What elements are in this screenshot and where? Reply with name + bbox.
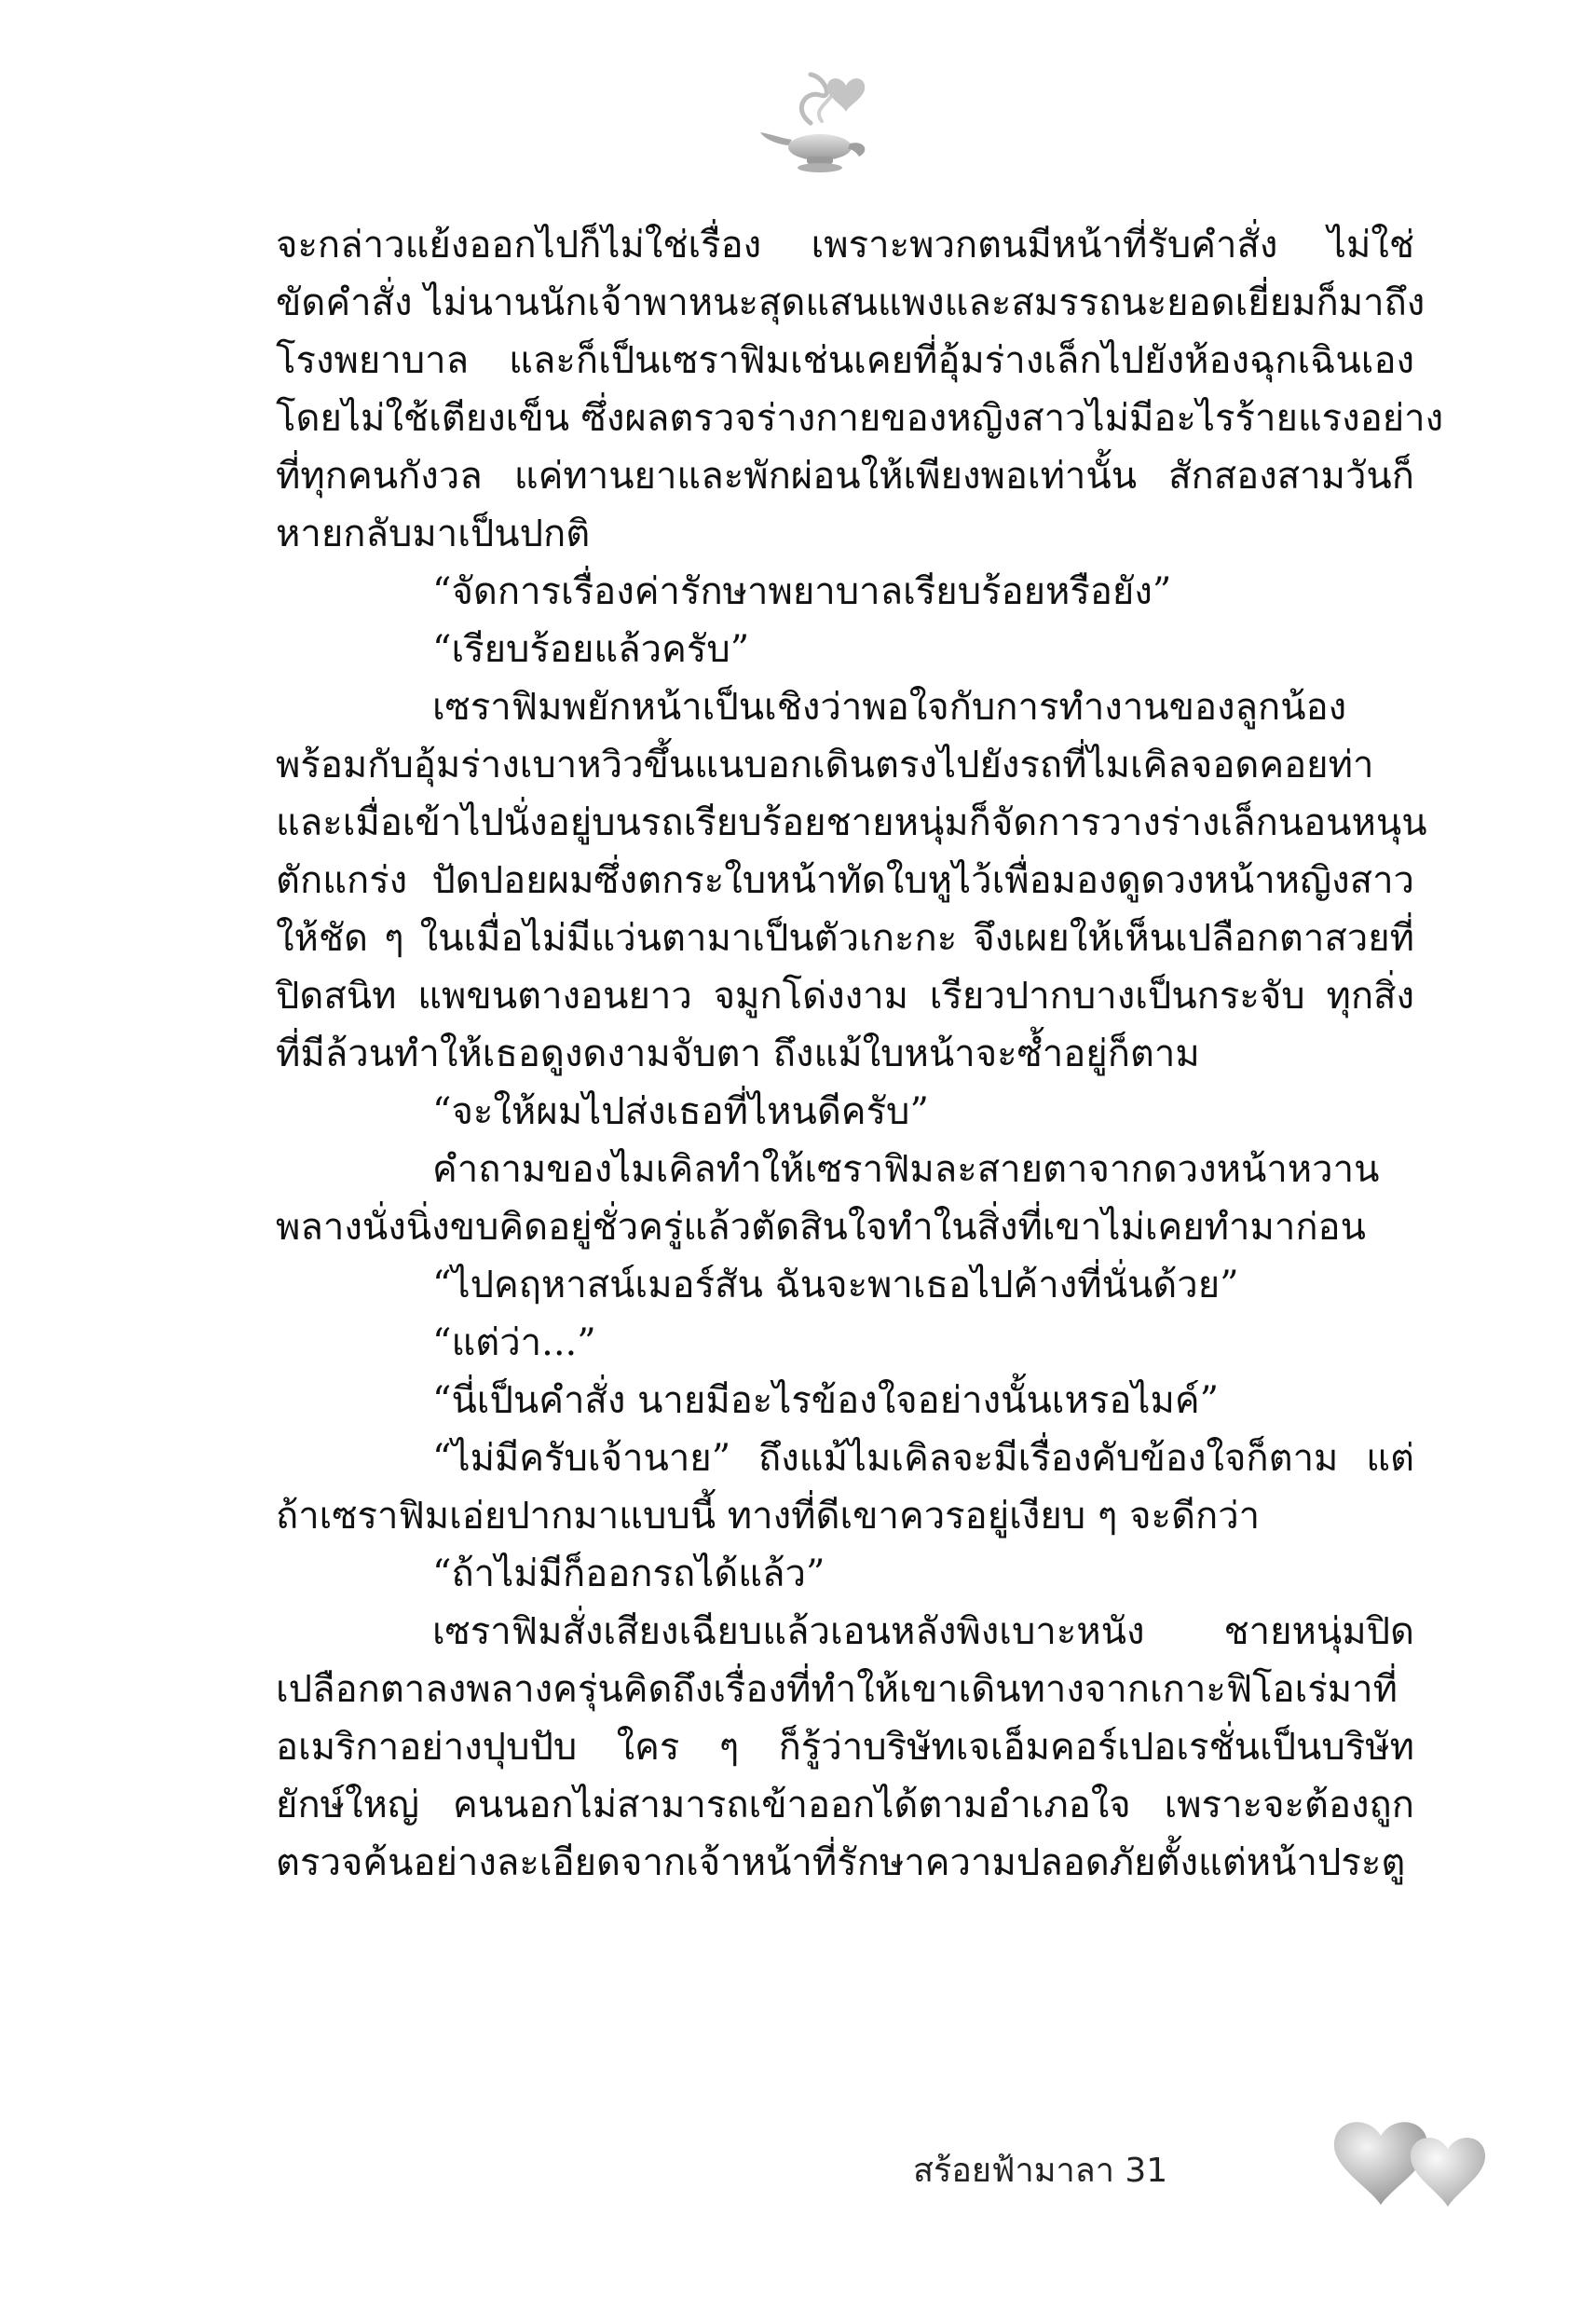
twin-hearts-icon (1323, 2108, 1509, 2220)
text-line: “นี่เป็นคำสั่ง นายมีอะไรข้องใจอย่างนั้นเหรอไมค์” (432, 1379, 1220, 1422)
running-footer-label: สร้อยฟ้ามาลา 31 (913, 2152, 1168, 2190)
body-text (276, 216, 1444, 1892)
text-line: “จะให้ผมไปส่งเธอที่ไหนดีครับ” (432, 1090, 929, 1133)
text-line: ยักษ์ใหญ่ คนนอกไม่สามารถเข้าออกได้ตามอำเภอใจ เพราะจะต้องถูก (276, 1784, 1414, 1826)
magic-lamp-heart-icon (755, 58, 894, 179)
text-line: “ไม่มีครับเจ้านาย” ถึงแม้ไมเคิลจะมีเรื่องคับข้องใจก็ตาม แต่ (432, 1437, 1414, 1480)
text-line: จะกล่าวแย้งออกไปก็ไม่ใช่เรื่อง เพราะพวกตนมีหน้าที่รับคำสั่ง ไม่ใช่ (276, 224, 1414, 267)
text-line: “เรียบร้อยแล้วครับ” (432, 628, 750, 671)
text-line: พลางนั่งนิ่งขบคิดอยู่ชั่วครู่แล้วตัดสินใจทำในสิ่งที่เขาไม่เคยทำมาก่อน (276, 1206, 1366, 1249)
text-line: “ถ้าไม่มีก็ออกรถได้แล้ว” (432, 1552, 825, 1595)
text-line: ตักแกร่ง ปัดปอยผมซึ่งตกระใบหน้าทัดใบหูไว้เพื่อมองดูดวงหน้าหญิงสาว (276, 859, 1414, 902)
text-line: โรงพยาบาล และก็เป็นเซราฟิมเช่นเคยที่อุ้มร่างเล็กไปยังห้องฉุกเฉินเอง (276, 339, 1414, 382)
text-line: “ไปคฤหาสน์เมอร์สัน ฉันจะพาเธอไปค้างที่นั่นด้วย” (432, 1264, 1239, 1306)
page-footer (839, 2108, 1565, 2220)
text-line: โดยไม่ใช้เตียงเข็น ซึ่งผลตรวจร่างกายของหญิงสาวไม่มีอะไรร้ายแรงอย่าง (276, 397, 1444, 440)
text-line: อเมริกาอย่างปุบปับ ใคร ๆ ก็รู้ว่าบริษัทเจเอ็มคอร์เปอเรชั่นเป็นบริษัท (276, 1726, 1414, 1769)
text-line: ปิดสนิท แพขนตางอนยาว จมูกโด่งงาม เรียวปากบางเป็นกระจับ ทุกสิ่ง (276, 975, 1414, 1018)
text-line: คำถามของไมเคิลทำให้เซราฟิมละสายตาจากดวงหน้าหวาน (432, 1148, 1380, 1191)
text-line: เซราฟิมพยักหน้าเป็นเชิงว่าพอใจกับการทำงานของลูกน้อง (432, 686, 1347, 729)
text-line: ถ้าเซราฟิมเอ่ยปากมาแบบนี้ ทางที่ดีเขาควรอยู่เงียบ ๆ จะดีกว่า (276, 1495, 1261, 1538)
text-line: เซราฟิมสั่งเสียงเฉียบแล้วเอนหลังพิงเบาะหนัง ชายหนุ่มปิด (432, 1610, 1414, 1653)
text-line: พร้อมกับอุ้มร่างเบาหวิวขึ้นแนบอกเดินตรงไปยังรถที่ไมเคิลจอดคอยท่า (276, 744, 1374, 786)
text-line: ขัดคำสั่ง ไม่นานนักเจ้าพาหนะสุดแสนแพงและสมรรถนะยอดเยี่ยมก็มาถึง (276, 281, 1425, 324)
text-line: หายกลับมาเป็นปกติ (276, 513, 591, 555)
text-line: ที่ทุกคนกังวล แค่ทานยาและพักผ่อนให้เพียงพอเท่านั้น สักสองสามวันก็ (276, 455, 1414, 498)
text-line: “แต่ว่า...” (432, 1321, 596, 1364)
text-line: ตรวจค้นอย่างละเอียดจากเจ้าหน้าที่รักษาความปลอดภัยตั้งแต่หน้าประตู (276, 1841, 1406, 1884)
text-line: เปลือกตาลงพลางครุ่นคิดถึงเรื่องที่ทำให้เขาเดินทางจากเกาะฟิโอเร่มาที่ (276, 1668, 1398, 1711)
text-line: “จัดการเรื่องค่ารักษาพยาบาลเรียบร้อยหรือยัง” (432, 570, 1172, 613)
text-line: และเมื่อเข้าไปนั่งอยู่บนรถเรียบร้อยชายหนุ่มก็จัดการวางร่างเล็กนอนหนุน (276, 801, 1427, 844)
text-line: ให้ชัด ๆ ในเมื่อไม่มีแว่นตามาเป็นตัวเกะกะ จึงเผยให้เห็นเปลือกตาสวยที่ (276, 917, 1414, 960)
text-line: ที่มีล้วนทำให้เธอดูงดงามจับตา ถึงแม้ใบหน้าจะซ้ำอยู่ก็ตาม (276, 1032, 1200, 1075)
